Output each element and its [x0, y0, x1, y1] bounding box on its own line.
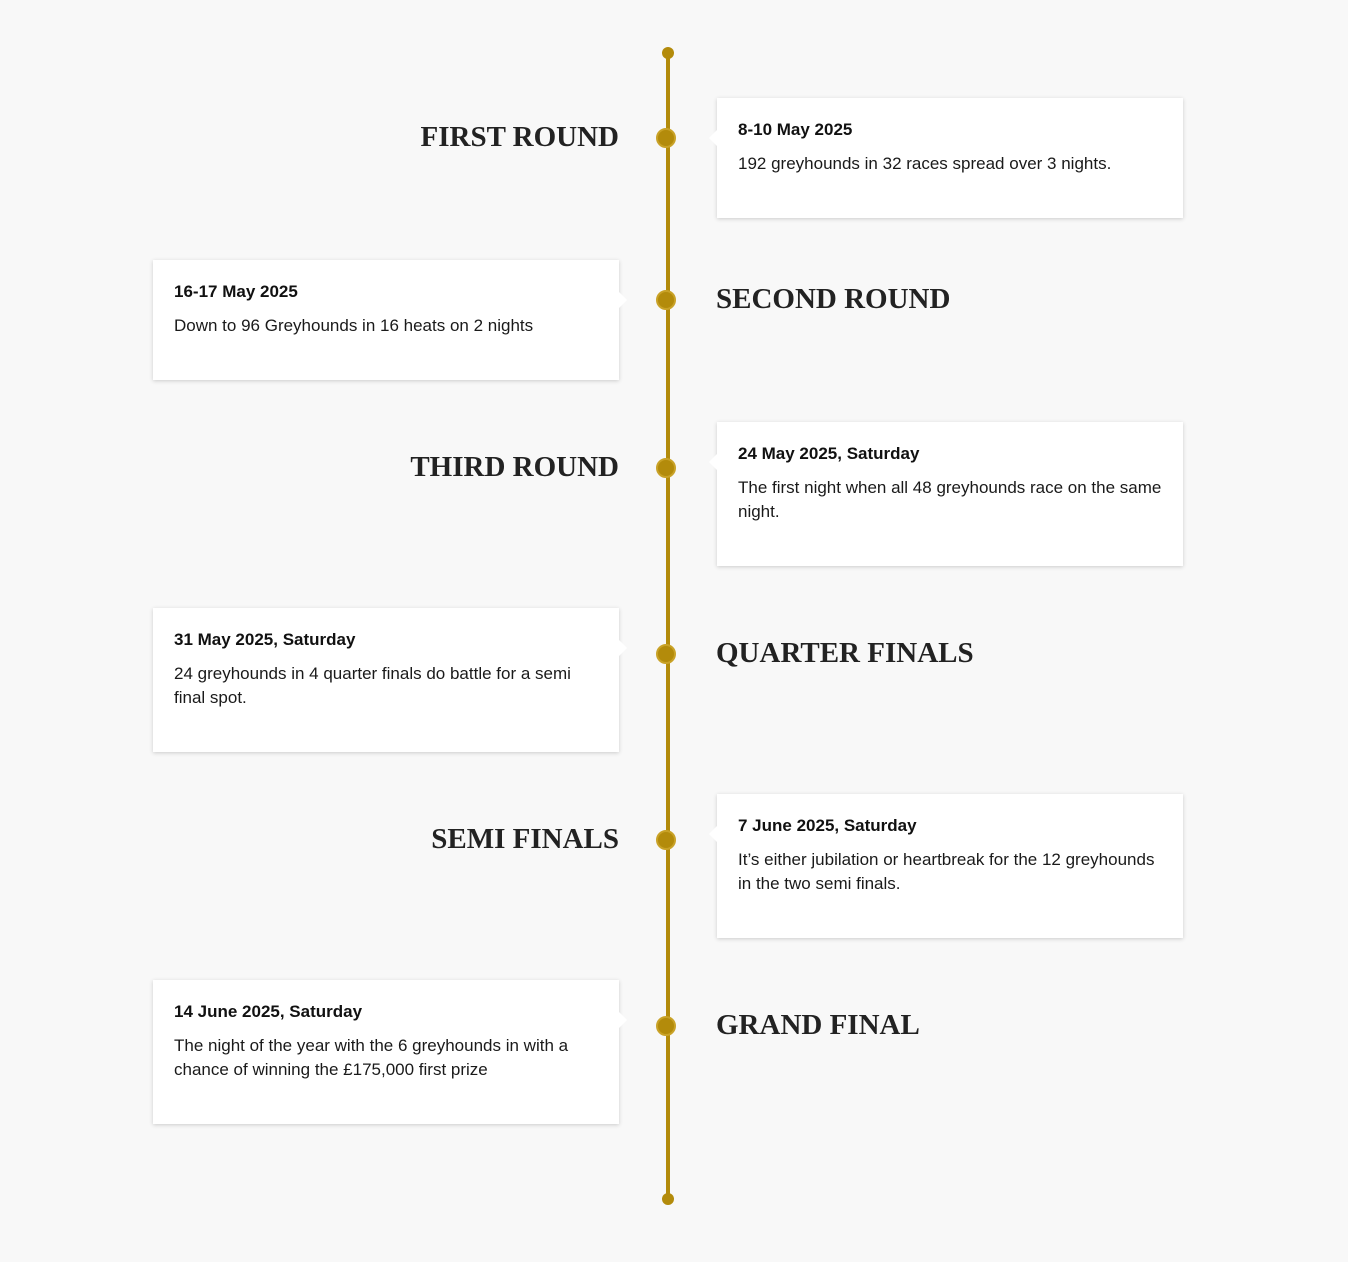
stage-description: 192 greyhounds in 32 races spread over 3 nights. [738, 154, 1112, 173]
stage-date: 14 June 2025, Saturday [174, 1002, 363, 1021]
timeline-end-dot [662, 1193, 674, 1205]
stage-card [717, 98, 1183, 218]
stage-description: Down to 96 Greyhounds in 16 heats on 2 nights [174, 316, 534, 335]
timeline-start-dot [662, 47, 674, 59]
stage-date: 31 May 2025, Saturday [174, 630, 356, 649]
stage-date: 16-17 May 2025 [174, 282, 298, 301]
timeline-node [656, 290, 676, 310]
timeline-node [656, 1016, 676, 1036]
timeline-node [656, 830, 676, 850]
stage-description: 24 greyhounds in 4 quarter finals do battle for a semi final spot. [174, 664, 571, 707]
stage-title: GRAND FINAL [716, 1009, 920, 1041]
stage-title: QUARTER FINALS [716, 637, 974, 669]
stage-description: The first night when all 48 greyhounds race on the same night. [738, 478, 1162, 521]
timeline-node [656, 644, 676, 664]
stage-date: 7 June 2025, Saturday [738, 816, 917, 835]
stage-title: THIRD ROUND [410, 451, 619, 483]
stage-card [717, 794, 1183, 938]
stage-title: SEMI FINALS [431, 823, 619, 855]
stage-card [153, 608, 619, 752]
stage-date: 24 May 2025, Saturday [738, 444, 920, 463]
timeline-node [656, 458, 676, 478]
stage-card [717, 422, 1183, 566]
stage-card [153, 980, 619, 1124]
stage-title: FIRST ROUND [420, 121, 619, 153]
stage-card [153, 260, 619, 380]
stage-description: It’s either jubilation or heartbreak for the 12 greyhounds in the two semi finals. [738, 850, 1155, 893]
stage-description: The night of the year with the 6 greyhounds in with a chance of winning the £175,000 first prize [174, 1036, 569, 1079]
stage-title: SECOND ROUND [716, 283, 951, 315]
stage-date: 8-10 May 2025 [738, 120, 853, 139]
timeline-node [656, 128, 676, 148]
